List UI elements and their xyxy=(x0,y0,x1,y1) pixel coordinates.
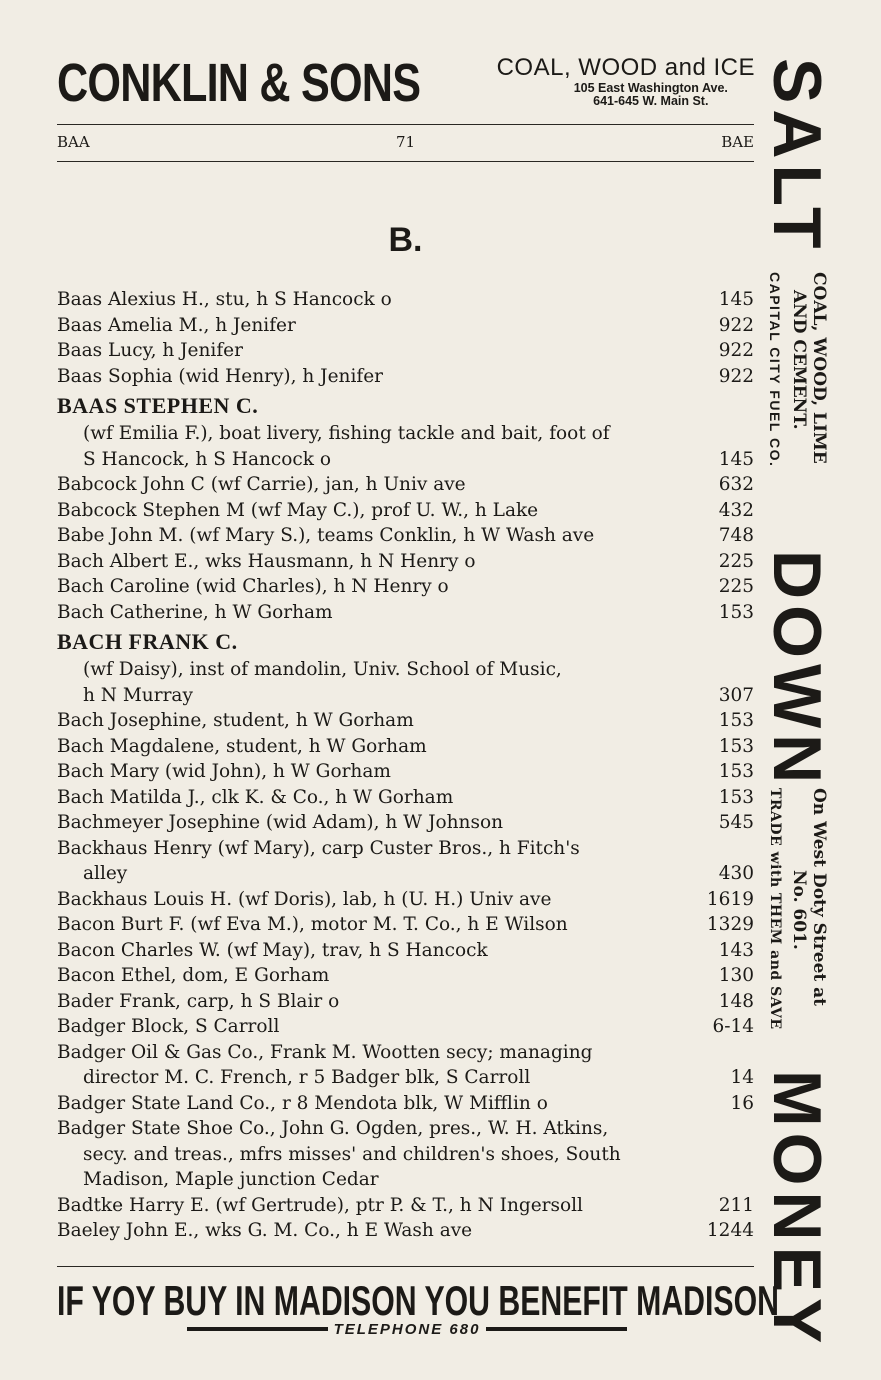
entry-line xyxy=(57,810,754,836)
running-head xyxy=(57,133,754,153)
running-head-left: BAA xyxy=(57,133,90,151)
entry-line xyxy=(57,1218,754,1244)
section-letter: B. xyxy=(388,221,423,259)
header-products: COAL, WOOD and ICE xyxy=(496,54,755,81)
entry-text: Baas Lucy, h Jenifer xyxy=(57,340,243,361)
entry-number: 632 xyxy=(718,474,754,495)
entry-number: 922 xyxy=(718,340,754,361)
header-advertisement xyxy=(57,52,755,114)
entry-line xyxy=(57,1040,754,1066)
entry-line xyxy=(57,759,754,785)
directory-entry xyxy=(57,1193,754,1219)
entry-text: Baeley John E., wks G. M. Co., h E Wash ave xyxy=(57,1220,473,1241)
entry-text: Badtke Harry E. (wf Gertrude), ptr P. & T., h N Ingersoll xyxy=(57,1194,583,1216)
entry-text: h N Murray xyxy=(83,684,193,706)
entry-text: Baas Alexius H., stu, h S Hancock o xyxy=(57,289,392,310)
side-ad-down: DOWN xyxy=(759,550,835,790)
directory-entry xyxy=(57,734,754,760)
entry-number: 153 xyxy=(718,735,754,757)
entry-number: 225 xyxy=(718,550,754,572)
entry-text: Badger State Shoe Co., John G. Ogden, pres., W. H. Atkins, xyxy=(57,1118,609,1139)
side-ad-capital-city: CAPITAL CITY FUEL CO. xyxy=(767,272,783,468)
entry-number: 211 xyxy=(718,1194,754,1216)
header-rule-top xyxy=(57,124,754,125)
entry-number: 1329 xyxy=(706,914,754,935)
entry-text: Bacon Charles W. (wf May), trav, h S Hancock xyxy=(57,939,488,961)
entry-line xyxy=(57,708,754,734)
entry-number: 16 xyxy=(730,1092,754,1114)
directory-entry xyxy=(57,1218,754,1244)
side-ad-number-line: No. 601. xyxy=(789,870,809,950)
entry-line xyxy=(57,1142,754,1168)
directory-entry xyxy=(57,887,754,913)
side-ad-location-line: On West Doty Street at xyxy=(809,788,829,1007)
running-head-right: BAE xyxy=(721,133,754,151)
directory-entry xyxy=(57,364,754,390)
directory-entry xyxy=(57,1091,754,1117)
directory-entry xyxy=(57,549,754,575)
entry-number: 748 xyxy=(718,525,754,546)
directory-entry xyxy=(57,1040,754,1091)
entry-text: Bach Matilda J., clk K. & Co., h W Gorham xyxy=(57,786,454,808)
footer-rule xyxy=(57,1266,754,1267)
entry-text: Baas Sophia (wid Henry), h Jenifer xyxy=(57,365,384,387)
entry-text: Bach Catherine, h W Gorham xyxy=(57,601,333,623)
entry-text: alley xyxy=(83,863,128,884)
directory-entry xyxy=(57,338,754,364)
entry-text: Babcock Stephen M (wf May C.), prof U. W., h Lake xyxy=(57,499,539,521)
entry-text: (wf Emilia F.), boat livery, fishing tackle and bait, foot of xyxy=(83,423,610,444)
directory-entry xyxy=(57,989,754,1015)
entry-number: 153 xyxy=(718,761,754,782)
entry-number: 545 xyxy=(718,812,754,833)
entry-number: 430 xyxy=(718,863,754,884)
entry-line xyxy=(57,523,754,549)
entry-text: Badger Oil & Gas Co., Frank M. Wootten secy; managing xyxy=(57,1041,593,1063)
entry-line xyxy=(57,989,754,1015)
directory-entry xyxy=(57,574,754,600)
entry-bold-name: BACH FRANK C. xyxy=(57,629,238,654)
entry-line xyxy=(57,1167,754,1193)
entry-number: 1619 xyxy=(706,888,754,910)
entry-number: 14 xyxy=(730,1067,754,1088)
footer-slogan: IF YOY BUY IN MADISON YOU BENEFIT MADISON xyxy=(57,1277,779,1324)
header-address-2: 641-645 W. Main St. xyxy=(593,94,709,108)
entry-line xyxy=(57,498,754,524)
footer-phone xyxy=(187,1318,627,1340)
entry-number: 153 xyxy=(718,601,754,623)
directory-listings xyxy=(57,287,754,1244)
entry-text: Badger Block, S Carroll xyxy=(57,1016,280,1037)
side-ad-salt: SALT xyxy=(759,58,835,255)
side-ad-money: MONEY xyxy=(759,1070,835,1350)
directory-entry xyxy=(57,313,754,339)
entry-text: Bader Frank, carp, h S Blair o xyxy=(57,990,340,1012)
entry-text: Backhaus Henry (wf Mary), carp Custer Bros., h Fitch's xyxy=(57,837,580,859)
entry-text: (wf Daisy), inst of mandolin, Univ. School of Music, xyxy=(83,659,562,680)
entry-number: 6-14 xyxy=(712,1016,754,1037)
entry-line xyxy=(57,313,754,339)
entry-text: Bachmeyer Josephine (wid Adam), h W Johnson xyxy=(57,812,503,833)
entry-line xyxy=(57,683,754,709)
entry-number: 145 xyxy=(718,448,754,470)
entry-line xyxy=(57,600,754,626)
entry-text: Backhaus Louis H. (wf Doris), lab, h (U. H.) Univ ave xyxy=(57,888,552,910)
directory-entry xyxy=(57,912,754,938)
directory-entry xyxy=(57,759,754,785)
entry-text: Bach Caroline (wid Charles), h N Henry o xyxy=(57,576,449,597)
entry-line xyxy=(57,338,754,364)
entry-line xyxy=(57,549,754,575)
header-details xyxy=(497,54,755,108)
directory-entry xyxy=(57,523,754,549)
entry-text: Bacon Burt F. (wf Eva M.), motor M. T. Co., h E Wilson xyxy=(57,914,568,935)
directory-entry xyxy=(57,625,754,708)
entry-line xyxy=(57,912,754,938)
side-ad-trade-line: TRADE with THEM and SAVE xyxy=(767,788,783,1030)
entry-number: 922 xyxy=(718,365,754,387)
entry-line xyxy=(57,472,754,498)
header-rule-bottom xyxy=(57,161,754,162)
directory-entry xyxy=(57,472,754,498)
side-ad-cement-line: AND CEMENT. xyxy=(789,290,809,430)
entry-line xyxy=(57,887,754,913)
entry-line xyxy=(57,287,754,313)
entry-line xyxy=(57,447,754,473)
entry-line xyxy=(57,421,754,447)
directory-entry xyxy=(57,287,754,313)
entry-line xyxy=(57,785,754,811)
entry-text: Badger State Land Co., r 8 Mendota blk, W Mifflin o xyxy=(57,1092,548,1114)
directory-entry xyxy=(57,938,754,964)
page-number: 71 xyxy=(395,133,416,151)
directory-entry xyxy=(57,498,754,524)
entry-text: S Hancock, h S Hancock o xyxy=(83,448,331,470)
entry-text: Babe John M. (wf Mary S.), teams Conklin, h W Wash ave xyxy=(57,525,595,546)
directory-entry xyxy=(57,836,754,887)
side-ad-coal-line: COAL, WOOD, LIME xyxy=(809,272,829,464)
directory-entry xyxy=(57,963,754,989)
directory-entry xyxy=(57,1014,754,1040)
entry-text: Baas Amelia M., h Jenifer xyxy=(57,314,296,336)
entry-text: secy. and treas., mfrs misses' and children's shoes, South xyxy=(83,1143,621,1165)
directory-entry xyxy=(57,708,754,734)
entry-text: Bach Mary (wid John), h W Gorham xyxy=(57,761,391,782)
entry-number: 432 xyxy=(718,499,754,521)
entry-line xyxy=(57,574,754,600)
entry-line xyxy=(57,364,754,390)
entry-line xyxy=(57,1091,754,1117)
entry-number: 1244 xyxy=(706,1220,754,1241)
entry-number: 922 xyxy=(718,314,754,336)
footer-phone-bar-left xyxy=(187,1327,328,1331)
entry-number: 143 xyxy=(718,939,754,961)
entry-bold-name: BAAS STEPHEN C. xyxy=(57,393,259,418)
entry-number: 145 xyxy=(718,289,754,310)
directory-entry xyxy=(57,600,754,626)
entry-text: Madison, Maple junction Cedar xyxy=(83,1169,379,1190)
entry-text: Babcock John C (wf Carrie), jan, h Univ ave xyxy=(57,474,466,495)
header-address-1: 105 East Washington Ave. xyxy=(573,81,728,95)
entry-line xyxy=(57,836,754,862)
entry-line xyxy=(57,861,754,887)
entry-line xyxy=(57,963,754,989)
entry-text: Bach Josephine, student, h W Gorham xyxy=(57,710,414,731)
entry-text: director M. C. French, r 5 Badger blk, S Carroll xyxy=(83,1067,531,1088)
entry-number: 225 xyxy=(718,576,754,597)
directory-entry xyxy=(57,1116,754,1193)
entry-line xyxy=(57,734,754,760)
entry-line xyxy=(57,1065,754,1091)
entry-text: Bach Magdalene, student, h W Gorham xyxy=(57,735,427,757)
entry-line xyxy=(57,1014,754,1040)
footer-phone-bar-right xyxy=(486,1327,627,1331)
directory-entry xyxy=(57,785,754,811)
directory-entry xyxy=(57,810,754,836)
entry-number: 153 xyxy=(718,786,754,808)
directory-entry xyxy=(57,389,754,472)
entry-text: Bacon Ethel, dom, E Gorham xyxy=(57,965,330,986)
entry-number: 153 xyxy=(718,710,754,731)
entry-number: 130 xyxy=(718,965,754,986)
header-company-name: CONKLIN & SONS xyxy=(57,53,421,113)
entry-line xyxy=(57,938,754,964)
entry-text: Bach Albert E., wks Hausmann, h N Henry o xyxy=(57,550,476,572)
entry-number: 148 xyxy=(718,990,754,1012)
entry-line xyxy=(57,1193,754,1219)
entry-number: 307 xyxy=(718,684,754,706)
footer-phone-text: TELEPHONE 680 xyxy=(333,1320,481,1338)
entry-line xyxy=(57,657,754,683)
entry-line xyxy=(57,1116,754,1142)
